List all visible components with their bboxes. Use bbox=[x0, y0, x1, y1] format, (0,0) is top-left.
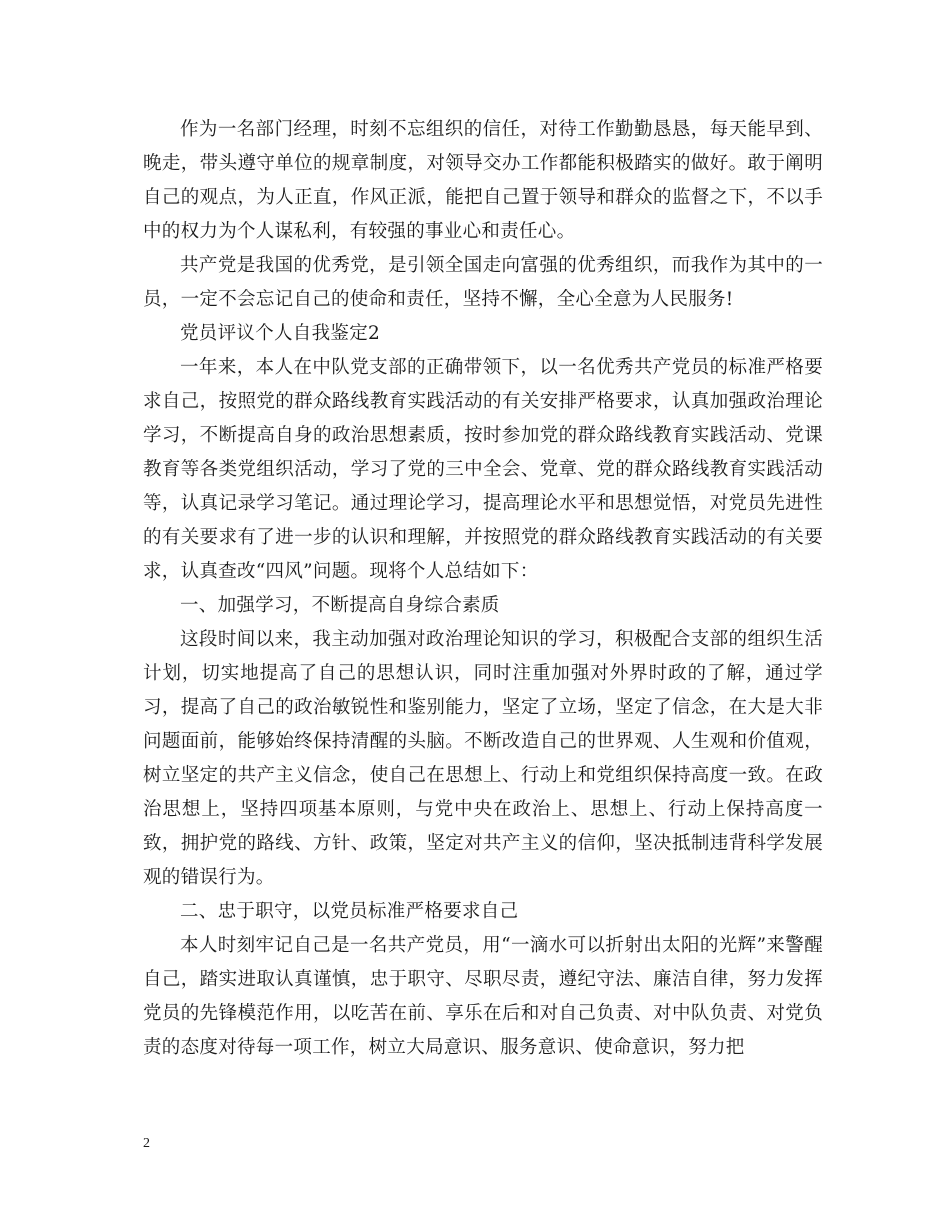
page-number: 2 bbox=[143, 1136, 150, 1151]
paragraph: 这段时间以来，我主动加强对政治理论知识的学习，积极配合支部的组织生活计划，切实地提高了自己的思想认识，同时注重加强对外界时政的了解，通过学习，提高了自己的政治敏锐性和鉴别能力，坚定了立场，坚定了信念，在大是大非问题面前，能够始终保持清醒的头脑。不断改造自己的世界观、人生观和价值观，树立坚定的共产主义信念，使自己在思想上、行动上和党组织保持高度一致。在政治思想上，坚持四项基本原则，与党中央在政治上、思想上、行动上保持高度一致，拥护党的路线、方针、政策，坚定对共产主义的信仰，坚决抵制违背科学发展观的错误行为。 bbox=[143, 629, 823, 888]
section-heading: 二、忠于职守，以党员标准严格要求自己 bbox=[180, 901, 519, 922]
paragraph: 共产党是我国的优秀党，是引领全国走向富强的优秀组织，而我作为其中的一员，一定不会忘记自己的使命和责任，坚持不懈，全心全意为人民服务! bbox=[143, 255, 823, 310]
section-heading: 一、加强学习，不断提高自身综合素质 bbox=[180, 595, 500, 616]
paragraph: 作为一名部门经理，时刻不忘组织的信任，对待工作勤勤恳恳，每天能早到、晚走，带头遵守单位的规章制度，对领导交办工作都能积极踏实的做好。敢于阐明自己的观点，为人正直，作风正派，能把自己置于领导和群众的监督之下，不以手中的权力为个人谋私利，有较强的事业心和责任心。 bbox=[143, 119, 823, 242]
section-title: 党员评议个人自我鉴定2 bbox=[180, 323, 381, 344]
paragraph: 本人时刻牢记自己是一名共产党员，用“一滴水可以折射出太阳的光辉”来警醒自己，踏实进取认真谨慎，忠于职守、尽职尽责，遵纪守法、廉洁自律，努力发挥党员的先锋模范作用，以吃苦在前、享乐在后和对自己负责、对中队负责、对党负责的态度对待每一项工作，树立大局意识、服务意识、使命意识，努力把 bbox=[143, 935, 823, 1058]
document-body bbox=[143, 113, 823, 1065]
paragraph: 一年来，本人在中队党支部的正确带领下，以一名优秀共产党员的标准严格要求自己，按照党的群众路线教育实践活动的有关安排严格要求，认真加强政治理论学习，不断提高自身的政治思想素质，按时参加党的群众路线教育实践活动、党课教育等各类党组织活动，学习了党的三中全会、党章、党的群众路线教育实践活动等，认真记录学习笔记。通过理论学习，提高理论水平和思想觉悟，对党员先进性的有关要求有了进一步的认识和理解，并按照党的群众路线教育实践活动的有关要求，认真查改“四风”问题。现将个人总结如下： bbox=[143, 357, 823, 582]
